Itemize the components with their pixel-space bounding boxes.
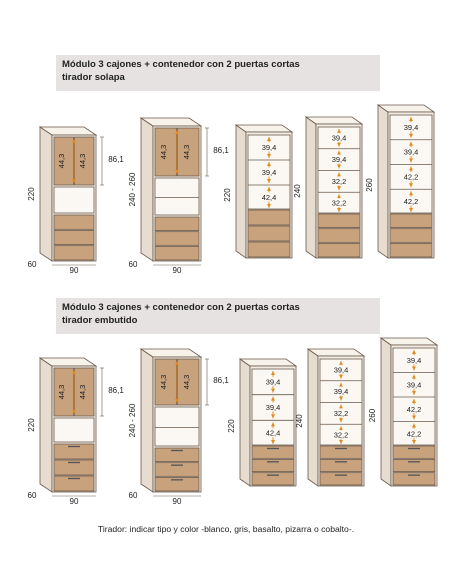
shelf-gap-label: 39,4 xyxy=(261,143,277,152)
cabinet-side xyxy=(40,127,52,261)
drawer-front xyxy=(155,232,199,246)
shelf-gap-label: 32,2 xyxy=(331,176,347,186)
door-width-label: 44,3 xyxy=(57,153,66,169)
section-title-line1: Módulo 3 cajones + contenedor con 2 puertas cortas xyxy=(62,302,300,313)
cabinet-side xyxy=(308,349,318,486)
door-width-label: 44,3 xyxy=(159,374,168,390)
width-label: 90 xyxy=(172,266,182,275)
drawer-front xyxy=(248,226,290,241)
cabinet-side xyxy=(40,358,52,492)
shelf-gap-label: 42,4 xyxy=(261,193,277,202)
section-title-line2: tirador solapa xyxy=(62,71,125,83)
door-width-label: 44,3 xyxy=(78,384,87,400)
cabinet-top xyxy=(308,349,364,356)
section-title-line1: Módulo 3 cajones + contenedor con 2 puertas cortas xyxy=(62,59,300,70)
door-width-label: 44,3 xyxy=(182,374,191,390)
shelf-gap-label: 32,2 xyxy=(333,430,349,440)
depth-label: 60 xyxy=(128,491,138,500)
height-label: 240 - 260 xyxy=(128,172,137,207)
door-width-label: 44,3 xyxy=(78,153,87,169)
width-label: 90 xyxy=(69,266,79,275)
cabinet-top xyxy=(306,117,362,124)
height-label: 240 xyxy=(293,184,302,198)
shelf-gap-label: 42,2 xyxy=(403,197,419,207)
door-height-label: 86,1 xyxy=(213,146,229,155)
cabinet-top xyxy=(240,359,296,366)
cabinet-side xyxy=(141,349,153,492)
shelf-gap-label: 39,4 xyxy=(265,377,281,387)
drawer-front xyxy=(248,242,290,257)
door-width-label: 44,3 xyxy=(57,384,66,400)
width-label: 90 xyxy=(172,497,182,506)
shelf-gap-label: 39,4 xyxy=(333,365,349,375)
section-title-line2: tirador embutido xyxy=(62,314,138,326)
height-label: 220 xyxy=(27,187,36,201)
cabinet-side xyxy=(381,338,391,486)
drawer-front xyxy=(54,230,94,244)
cabinet-side xyxy=(141,118,153,261)
handle-note: Tirador: indicar tipo y color -blanco, gris, basalto, pizarra o cobalto-. xyxy=(97,524,355,534)
shelf-gap-label: 39,4 xyxy=(331,133,347,143)
height-label: 220 xyxy=(227,419,236,433)
door-height-label: 86,1 xyxy=(213,376,229,385)
drawer-front xyxy=(390,243,432,257)
cabinet-side xyxy=(236,125,246,258)
cabinet-top xyxy=(378,105,434,112)
drawer-front xyxy=(318,243,360,257)
cabinet-side xyxy=(306,117,316,258)
door-height-label: 86,1 xyxy=(108,155,124,164)
height-label: 260 xyxy=(365,178,374,192)
cabinet-top xyxy=(236,125,292,132)
height-label: 240 - 260 xyxy=(128,403,137,438)
shelf-gap-label: 32,2 xyxy=(331,198,347,208)
cabinet-side xyxy=(240,359,250,486)
open-niche xyxy=(54,187,94,213)
shelf-gap-label: 39,4 xyxy=(406,380,422,390)
drawer-front xyxy=(318,214,360,228)
height-label: 220 xyxy=(27,418,36,432)
door-width-label: 44,3 xyxy=(159,144,168,160)
shelf-gap-label: 39,4 xyxy=(333,387,349,397)
shelf-gap-label: 39,4 xyxy=(261,168,277,177)
depth-label: 60 xyxy=(27,260,37,269)
shelf-gap-label: 32,2 xyxy=(333,408,349,418)
drawer-front xyxy=(318,229,360,243)
door-width-label: 44,3 xyxy=(182,144,191,160)
drawer-front xyxy=(54,246,94,260)
shelf-gap-label: 39,4 xyxy=(331,155,347,165)
shelf-gap-label: 42,2 xyxy=(406,429,422,439)
shelf-gap-label: 42,2 xyxy=(406,404,422,414)
open-niche xyxy=(155,407,199,446)
shelf-gap-label: 39,4 xyxy=(265,403,281,412)
drawer-front xyxy=(248,210,290,225)
open-niche xyxy=(54,418,94,442)
width-label: 90 xyxy=(69,497,79,506)
depth-label: 60 xyxy=(27,491,37,500)
drawer-front xyxy=(390,229,432,243)
shelf-gap-label: 39,4 xyxy=(403,147,419,157)
door-height-label: 86,1 xyxy=(108,386,124,395)
height-label: 240 xyxy=(295,414,304,428)
height-label: 220 xyxy=(223,188,232,202)
open-niche xyxy=(155,178,199,215)
cabinet-side xyxy=(378,105,388,258)
shelf-gap-label: 42,4 xyxy=(265,428,281,438)
drawer-front xyxy=(390,214,432,228)
cabinet-top xyxy=(381,338,437,345)
shelf-gap-label: 42,2 xyxy=(403,172,419,182)
shelf-gap-label: 39,4 xyxy=(403,122,419,132)
depth-label: 60 xyxy=(128,260,138,269)
height-label: 260 xyxy=(368,408,377,423)
drawer-front xyxy=(155,217,199,231)
drawer-front xyxy=(54,215,94,229)
shelf-gap-label: 39,4 xyxy=(406,355,422,365)
drawer-front xyxy=(155,246,199,260)
